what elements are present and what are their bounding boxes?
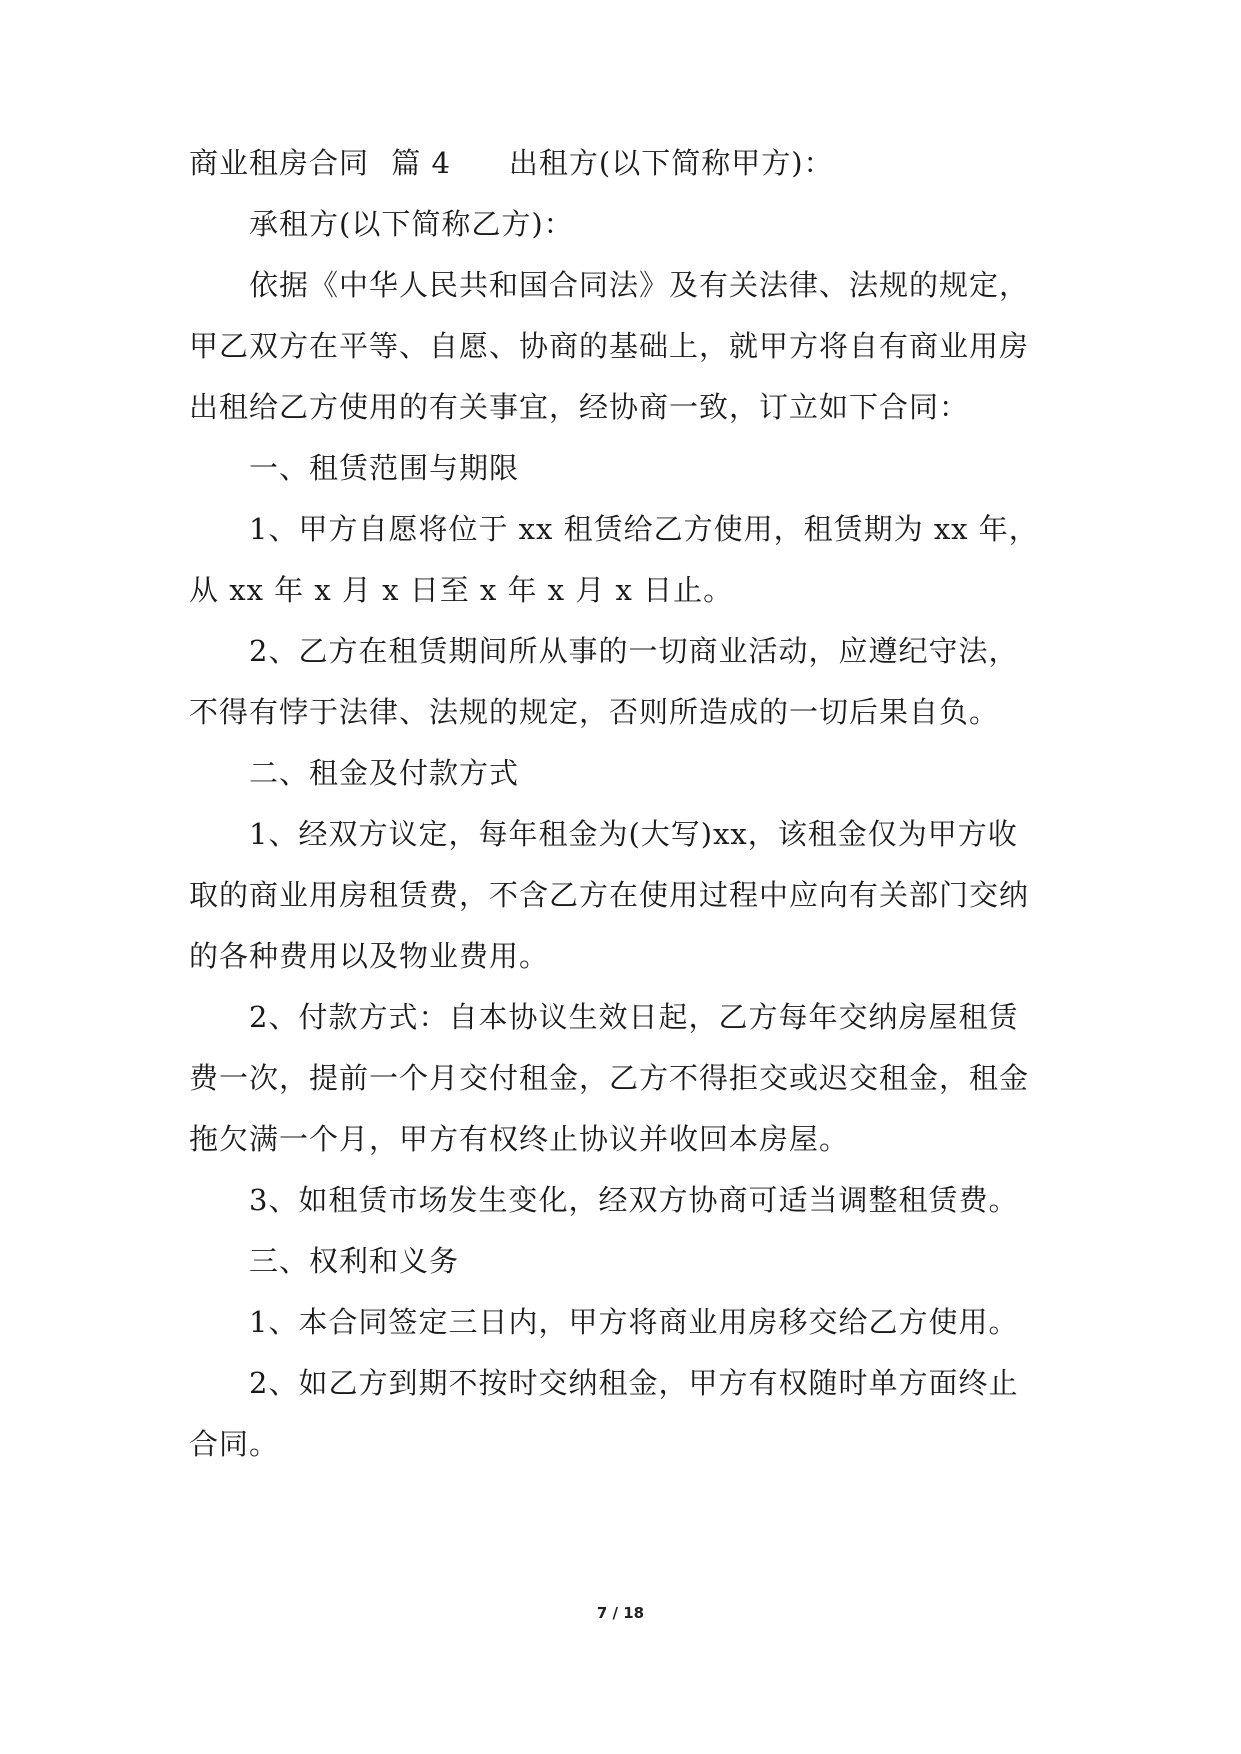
page-number: 7 / 18 bbox=[596, 1604, 645, 1622]
section2-item1-line2: 取的商业用房租赁费，不含乙方在使用过程中应向有关部门交纳 bbox=[189, 878, 1030, 912]
section1-item1-line1: 1、甲方自愿将位于 xx 租赁给乙方使用，租赁期为 xx 年， bbox=[249, 512, 1039, 546]
section2-item3-line1: 3、如租赁市场发生变化，经双方协商可适当调整租赁费。 bbox=[249, 1183, 1019, 1217]
section2-item2-line1: 2、付款方式：自本协议生效日起，乙方每年交纳房屋租赁 bbox=[249, 1000, 1019, 1034]
lessee-label: 承租方(以下简称乙方)： bbox=[249, 207, 574, 241]
section2-item2-line2: 费一次，提前一个月交付租金，乙方不得拒交或迟交租金，租金 bbox=[189, 1061, 1030, 1095]
title-line bbox=[189, 143, 834, 183]
intro-line-3: 出租给乙方使用的有关事宜，经协商一致，订立如下合同： bbox=[189, 390, 970, 424]
section1-item1-line2: 从 xx 年 x 月 x 日至 x 年 x 月 x 日止。 bbox=[189, 573, 734, 607]
section3-item2-line2: 合同。 bbox=[189, 1427, 280, 1461]
section3-item2-line1: 2、如乙方到期不按时交纳租金，甲方有权随时单方面终止 bbox=[249, 1366, 1019, 1400]
section2-item2-line3: 拖欠满一个月，甲方有权终止协议并收回本房屋。 bbox=[189, 1122, 850, 1156]
document-title: 商业租房合同 bbox=[189, 146, 370, 180]
section3-heading: 三、权利和义务 bbox=[249, 1244, 460, 1278]
section2-heading: 二、租金及付款方式 bbox=[249, 756, 520, 790]
section1-heading: 一、租赁范围与期限 bbox=[249, 451, 520, 485]
section1-item2-line1: 2、乙方在租赁期间所从事的一切商业活动，应遵纪守法， bbox=[249, 634, 1019, 668]
lessor-label: 出租方(以下简称甲方)： bbox=[508, 146, 834, 180]
section2-item1-line1: 1、经双方议定，每年租金为(大写)xx，该租金仅为甲方收 bbox=[249, 817, 1018, 851]
intro-line-2: 甲乙双方在平等、自愿、协商的基础上，就甲方将自有商业用房 bbox=[189, 329, 1030, 363]
section-label: 篇 4 bbox=[391, 146, 451, 180]
section3-item1-line1: 1、本合同签定三日内，甲方将商业用房移交给乙方使用。 bbox=[249, 1305, 1019, 1339]
section1-item2-line2: 不得有悖于法律、法规的规定，否则所造成的一切后果自负。 bbox=[189, 695, 1000, 729]
section2-item1-line3: 的各种费用以及物业费用。 bbox=[189, 939, 550, 973]
intro-line-1: 依据《中华人民共和国合同法》及有关法律、法规的规定， bbox=[249, 268, 1030, 302]
